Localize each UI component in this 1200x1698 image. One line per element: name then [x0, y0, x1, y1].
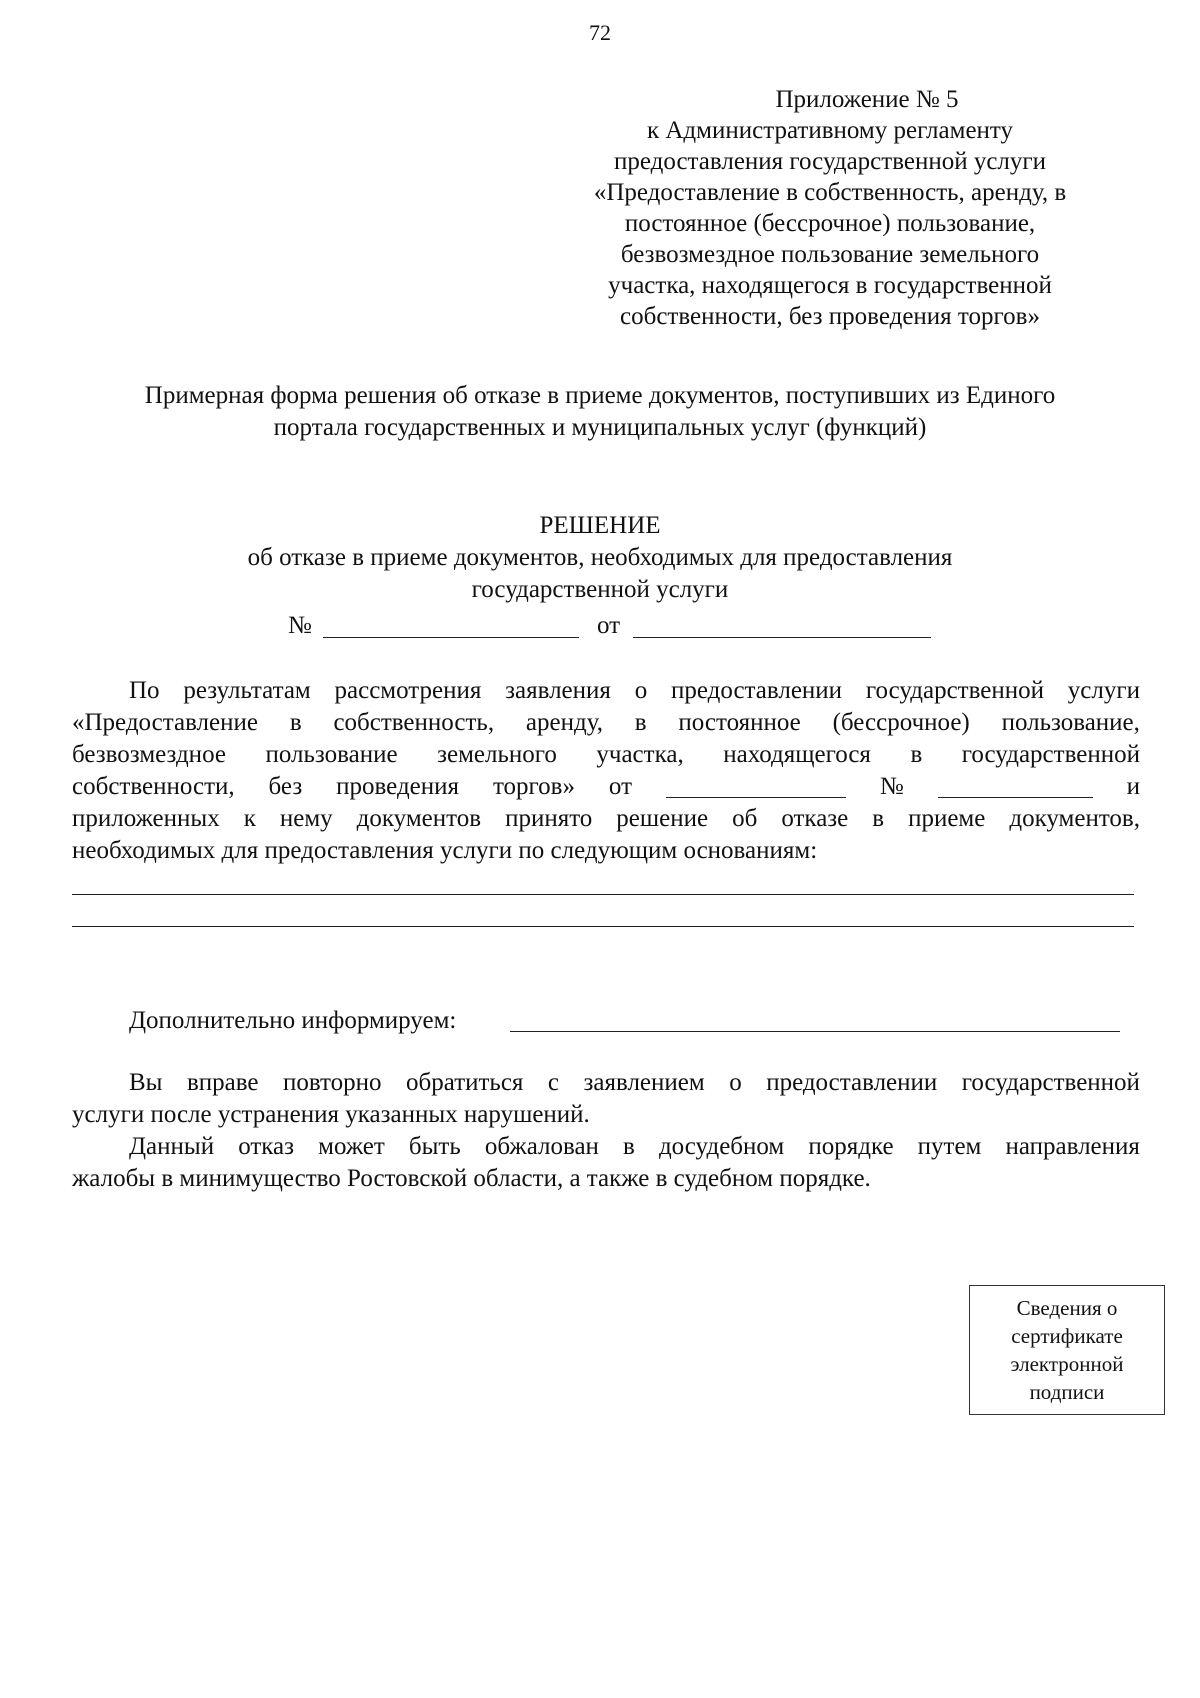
appendix-line: безвозмездное пользование земельного — [620, 241, 1040, 268]
paragraph-line — [72, 707, 1140, 739]
additional-info-line — [129, 1005, 456, 1037]
word: торгов» — [492, 773, 575, 800]
paragraph-line — [72, 1163, 1140, 1195]
word: в — [623, 1133, 635, 1160]
word: безвозмездное — [72, 741, 226, 768]
word: приложенных — [72, 805, 220, 832]
paragraph-line — [72, 803, 1140, 835]
paragraph-line — [72, 835, 1140, 867]
signature-box-line: Сведения о — [1016, 1296, 1118, 1320]
word: быть — [408, 1133, 461, 1160]
word: заявления — [505, 677, 611, 704]
word: вправе — [186, 1069, 259, 1096]
word: путем — [917, 1133, 982, 1160]
appendix-line: предоставления государственной услуги — [613, 148, 1047, 175]
word: заявлением — [583, 1069, 705, 1096]
refusal-grounds-field-1[interactable] — [72, 894, 1134, 895]
word: может — [318, 1133, 385, 1160]
e-signature-info-box — [969, 1285, 1165, 1415]
paragraph-line-text: услуги после устранения указанных нарушений. — [72, 1101, 590, 1128]
word: порядке — [808, 1133, 894, 1160]
word: предоставлении — [766, 1069, 938, 1096]
word: отказ — [238, 1133, 295, 1160]
word: о — [729, 1069, 742, 1096]
word: услуги — [1067, 677, 1140, 704]
word: аренду, — [525, 709, 603, 736]
word: в — [910, 741, 923, 768]
decision-subtitle-line: об отказе в приеме документов, необходимых для предоставления — [247, 544, 953, 571]
refusal-grounds-field-2[interactable] — [72, 926, 1134, 927]
decision-heading-block — [60, 510, 1140, 606]
word: без — [268, 773, 303, 800]
word: Данный — [129, 1133, 215, 1160]
paragraph-line — [72, 771, 1140, 803]
word: отказе — [781, 805, 849, 832]
word: земельного — [437, 741, 557, 768]
appendix-number: Приложение № 5 — [775, 86, 959, 113]
signature-box-line: сертификате — [1011, 1324, 1123, 1348]
word: проведения — [336, 773, 460, 800]
paragraph-line — [72, 1099, 1140, 1131]
word: в — [872, 805, 885, 832]
word: и — [1126, 773, 1140, 800]
decision-date-field[interactable] — [633, 637, 931, 638]
application-number-field[interactable] — [938, 771, 1093, 798]
word: в — [289, 709, 302, 736]
word: пользование, — [1001, 709, 1140, 736]
word: находящегося — [723, 741, 871, 768]
decision-number-label: № — [288, 612, 312, 639]
word: государственной — [961, 741, 1140, 768]
additional-info-field[interactable] — [510, 1031, 1120, 1032]
paragraph-line — [72, 739, 1140, 771]
appendix-line: к Административному регламенту — [646, 117, 1014, 144]
appendix-line: собственности, без проведения торгов» — [620, 303, 1040, 330]
word: повторно — [283, 1069, 382, 1096]
word: в — [634, 709, 647, 736]
paragraph-line-text: необходимых для предоставления услуги по следующим основаниям: — [72, 837, 818, 864]
word: приеме — [908, 805, 986, 832]
paragraph-review-results — [72, 675, 1140, 867]
paragraph-line — [72, 675, 1140, 707]
page-number: 72 — [589, 20, 611, 45]
word: Вы — [129, 1069, 163, 1096]
form-title — [60, 380, 1140, 444]
word: об — [732, 805, 758, 832]
decision-heading: РЕШЕНИЕ — [539, 512, 661, 539]
word: государственной — [961, 1069, 1140, 1096]
word: досудебном — [658, 1133, 785, 1160]
word: к — [243, 805, 256, 832]
word: документов — [356, 805, 482, 832]
word: постоянное — [678, 709, 801, 736]
word: собственность, — [333, 709, 495, 736]
word: «Предоставление — [72, 709, 258, 736]
decision-date-label: от — [597, 612, 621, 639]
word: с — [547, 1069, 560, 1096]
word: нему — [279, 805, 333, 832]
paragraph-line — [72, 1131, 1140, 1163]
word: собственности, — [72, 773, 235, 800]
word: № — [879, 773, 904, 800]
paragraph-line-text: жалобы в минимущество Ростовской области, а также в судебном порядке. — [72, 1165, 871, 1192]
word: от — [608, 773, 633, 800]
word: (бессрочное) — [832, 709, 970, 736]
word: По — [129, 677, 160, 704]
word: участка, — [596, 741, 684, 768]
word: обратиться — [406, 1069, 524, 1096]
decision-subtitle-line: государственной услуги — [471, 576, 729, 603]
signature-box-line: подписи — [1029, 1380, 1105, 1404]
paragraph-line — [72, 1067, 1140, 1099]
word: государственной — [865, 677, 1044, 704]
form-title-line: портала государственных и муниципальных услуг (функций) — [273, 414, 927, 441]
application-date-field[interactable] — [666, 771, 846, 798]
word: результатам — [183, 677, 311, 704]
word: документов, — [1009, 805, 1140, 832]
additional-info-label: Дополнительно информируем: — [129, 1007, 457, 1034]
word: о — [634, 677, 648, 704]
word: предоставлении — [670, 677, 843, 704]
word: пользование — [265, 741, 398, 768]
paragraph-reapply — [72, 1067, 1140, 1195]
appendix-header — [570, 84, 1090, 332]
appendix-line: «Предоставление в собственность, аренду, в — [593, 179, 1067, 206]
word: обжалован — [484, 1133, 599, 1160]
word: рассмотрения — [334, 677, 482, 704]
word: решение — [616, 805, 709, 832]
form-title-line: Примерная форма решения об отказе в приеме документов, поступивших из Единого — [144, 382, 1056, 409]
appendix-line: участка, находящегося в государственной — [608, 272, 1052, 299]
word: направления — [1005, 1133, 1140, 1160]
signature-box-line: электронной — [1010, 1352, 1124, 1376]
appendix-line: постоянное (бессрочное) пользование, — [624, 210, 1036, 237]
decision-number-field[interactable] — [323, 637, 579, 638]
word: принято — [505, 805, 593, 832]
